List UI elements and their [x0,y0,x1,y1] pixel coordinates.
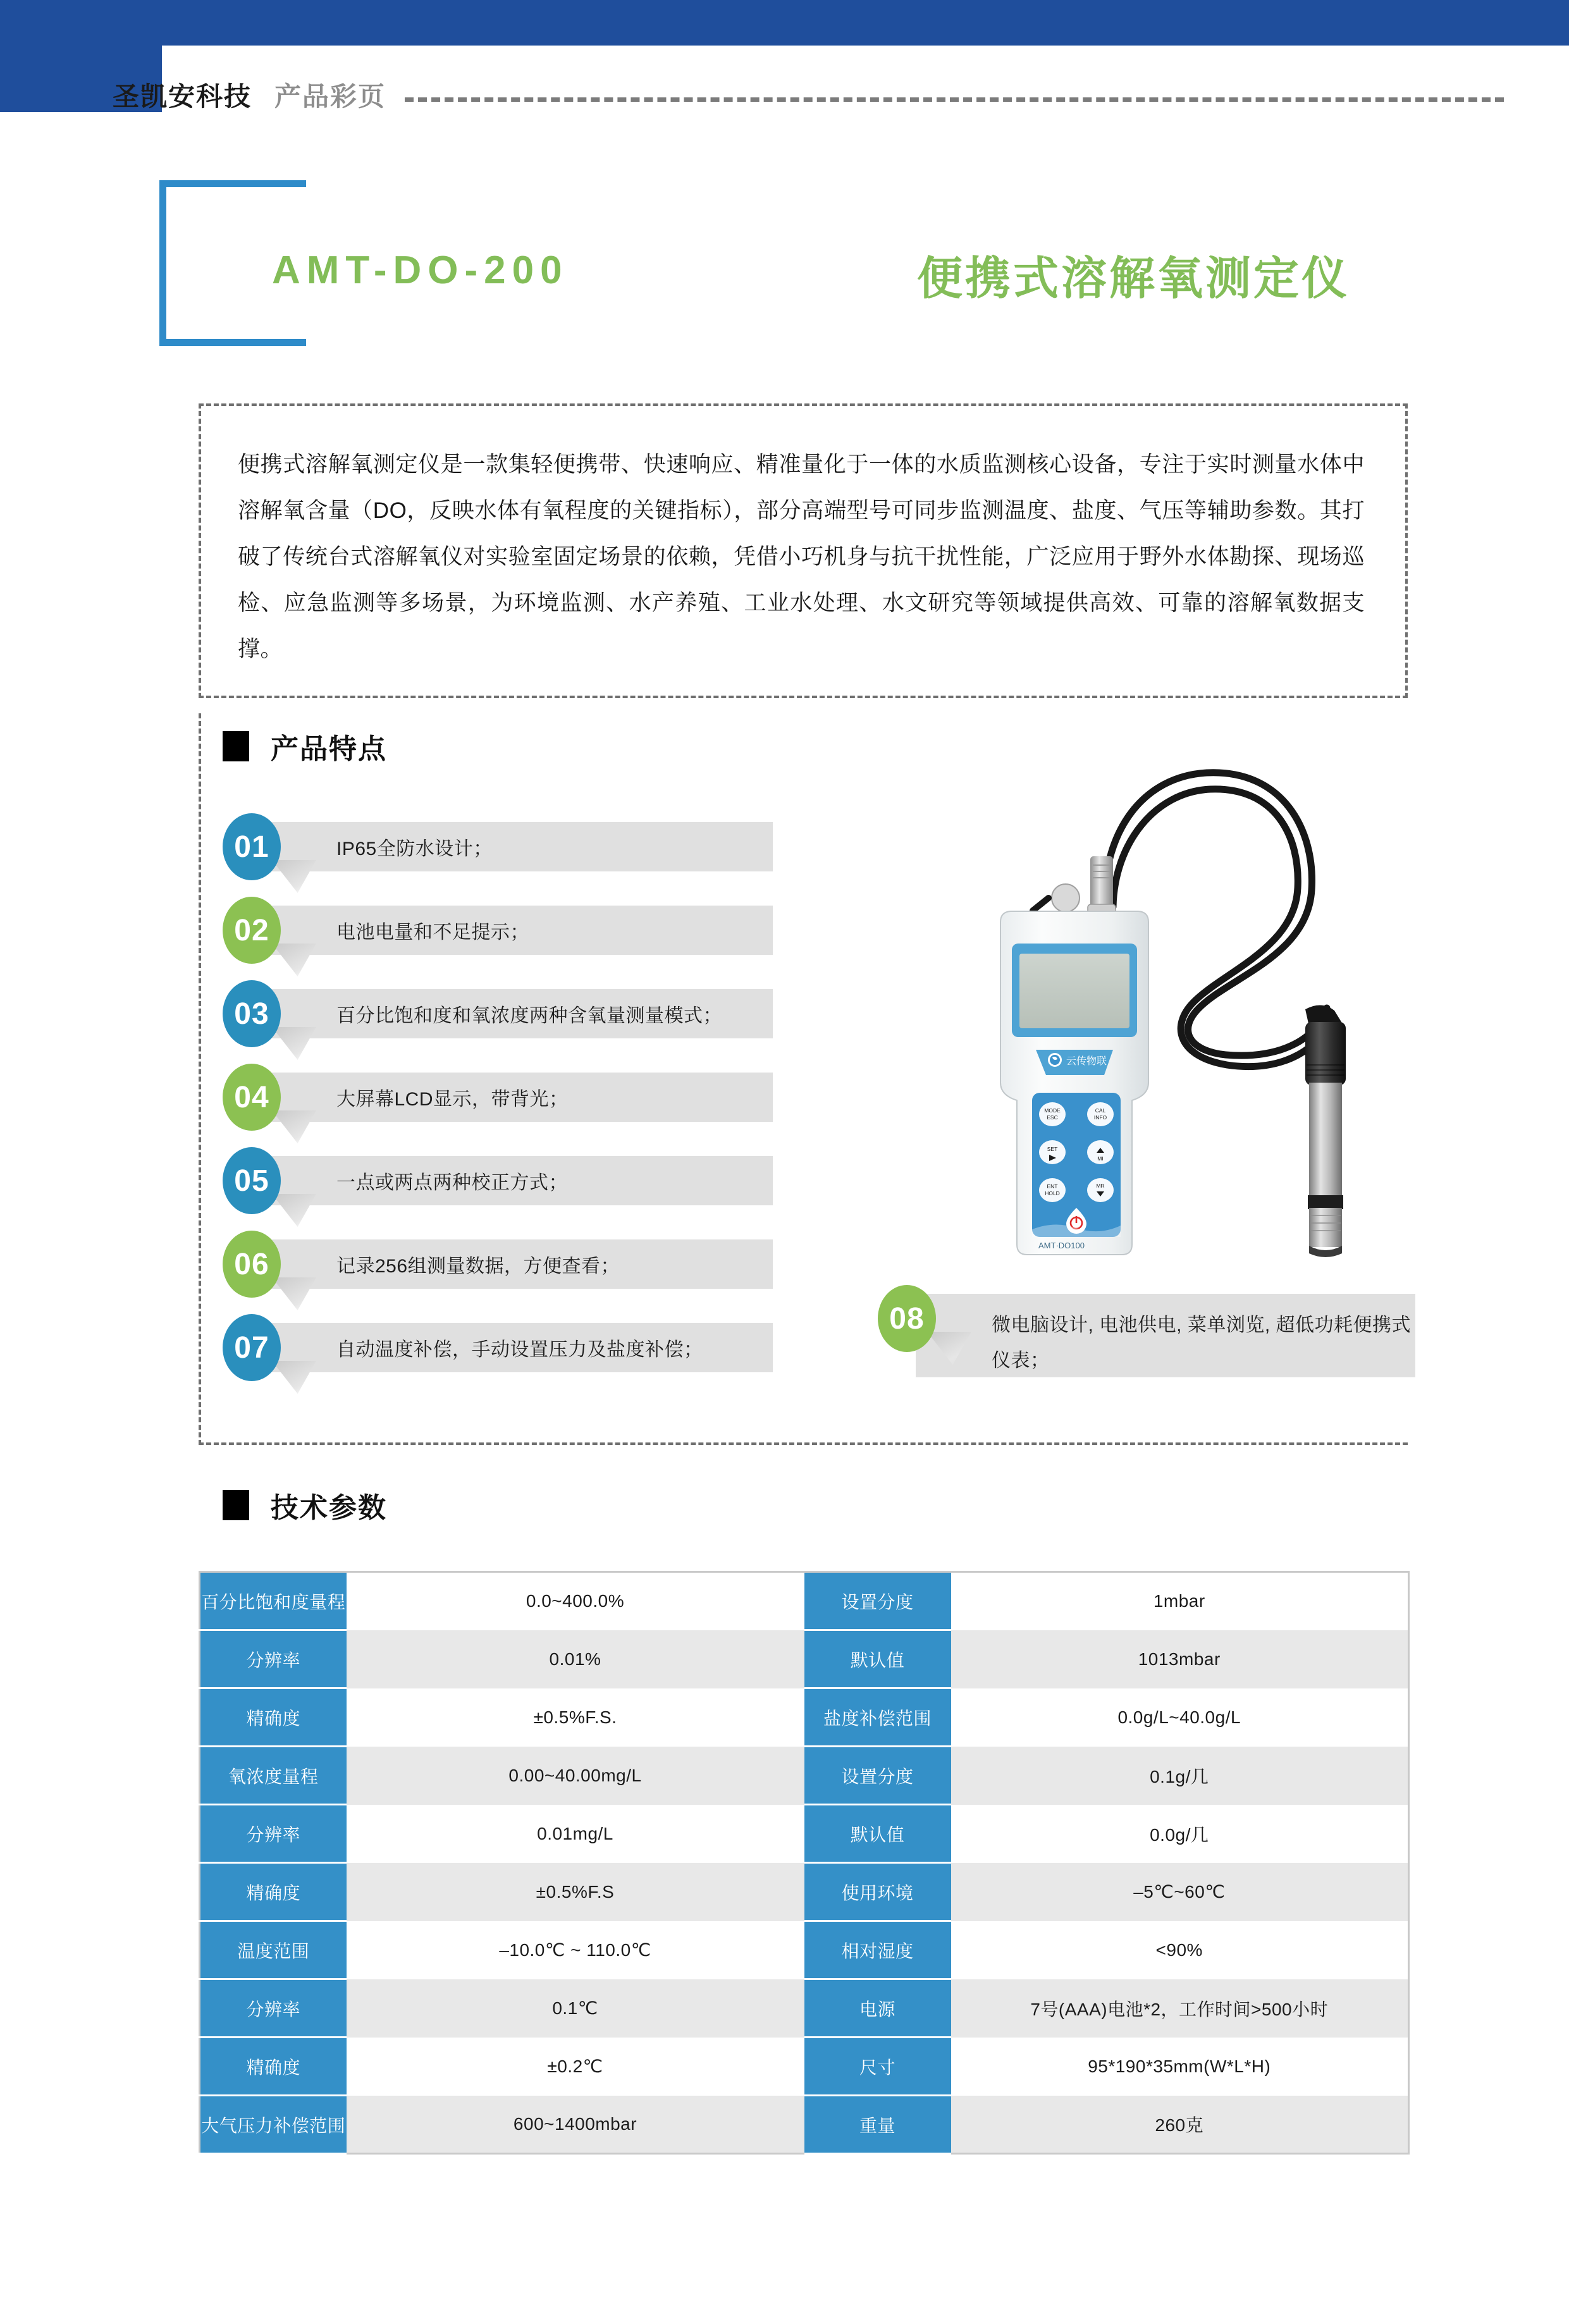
feature-item-05 [223,1156,773,1205]
feature-item-01 [223,822,773,871]
feature-label: 自动温度补偿，手动设置压力及盐度补偿； [336,1339,703,1360]
spec-value: 0.01% [347,1630,804,1688]
device-model-label: AMT·DO100 [1038,1241,1085,1250]
spec-key: 默认值 [804,1630,951,1688]
spec-value: ±0.2℃ [347,2038,804,2096]
brand-row [113,73,1504,117]
feature-bar [261,1323,773,1372]
feature-bar [261,1239,773,1289]
features-heading-label: 产品特点 [271,734,387,765]
spec-key: 分辨率 [200,1630,347,1688]
svg-text:SET: SET [1047,1146,1058,1152]
spec-value: 0.0g/几 [951,1805,1409,1863]
feature-label: 一点或两点两种校正方式； [336,1172,568,1193]
specs-heading-label: 技术参数 [271,1492,387,1523]
specs-table-body [200,1572,1409,2154]
dashed-rule [405,97,1504,102]
table-row [200,1630,1409,1688]
spec-key: 精确度 [200,1688,347,1747]
features-heading [223,726,387,766]
spec-key: 盐度补偿范围 [804,1688,951,1747]
feature-bar [261,1156,773,1205]
feature-label: 电池电量和不足提示； [336,922,529,943]
spec-value: –5℃~60℃ [951,1863,1409,1921]
spec-key: 氧浓度量程 [200,1747,347,1805]
table-row [200,1921,1409,1979]
spec-value: 95*190*35mm(W*L*H) [951,2038,1409,2096]
spec-value: 0.0~400.0% [347,1572,804,1630]
svg-text:MR: MR [1096,1183,1105,1189]
spec-key: 精确度 [200,1863,347,1921]
spec-key: 百分比饱和度量程 [200,1572,347,1630]
svg-text:INFO: INFO [1093,1114,1107,1121]
svg-text:ESC: ESC [1047,1114,1058,1121]
connector-icon [1033,856,1116,919]
spec-key: 设置分度 [804,1747,951,1805]
spec-value: 0.0g/L~40.0g/L [951,1688,1409,1747]
description-text: 便携式溶解氧测定仪是一款集轻便携带、快速响应、精准量化于一体的水质监测核心设备，专注于实时测量水体中溶解氧含量（DO，反映水体有氧程度的关键指标），部分高端型号可同步监测温度、盐度、气压等辅助参数。其打破了传统台式溶解氧仪对实验室固定场景的依赖，凭借小巧机身与抗干扰性能，广泛应用于野外水体勘探、现场巡检、应急监测等多场景，为环境监测、水产养殖、工业水处理、水文研究等领域提供高效、可靠的溶解氧数据支撑。 [238,452,1365,661]
square-bullet-icon [223,731,249,761]
specs-table [199,1571,1410,2155]
spec-key: 温度范围 [200,1921,347,1979]
spec-key: 分辨率 [200,1979,347,2038]
feature-bar [261,906,773,955]
spec-key: 大气压力补偿范围 [200,2096,347,2154]
feature-bar [916,1294,1415,1377]
spec-key: 重量 [804,2096,951,2154]
table-row [200,2096,1409,2154]
spec-value: 0.01mg/L [347,1805,804,1863]
table-row [200,1747,1409,1805]
spec-key: 设置分度 [804,1572,951,1630]
spec-value: 0.1g/几 [951,1747,1409,1805]
spec-key: 分辨率 [200,1805,347,1863]
lcd-screen [1019,954,1129,1028]
square-bullet-icon [223,1490,249,1520]
feature-item-07 [223,1323,773,1372]
feature-label: 微电脑设计, 电池供电, 菜单浏览, 超低功耗便携式仪表； [992,1315,1412,1371]
probe-icon [1305,1005,1346,1257]
spec-value: ±0.5%F.S. [347,1688,804,1747]
feature-badge: 03 [223,980,281,1047]
brand-mark-text: 云传物联 [1066,1056,1107,1067]
feature-bar [261,1073,773,1122]
spec-key: 使用环境 [804,1863,951,1921]
feature-item-08 [878,1294,1412,1377]
feature-badge: 01 [223,813,281,880]
meter-body [1000,911,1148,1255]
feature-badge: 04 [223,1064,281,1131]
table-row [200,1688,1409,1747]
feature-bar [261,989,773,1038]
page-subtitle: 产品彩页 [274,82,386,111]
spec-key: 电源 [804,1979,951,2038]
spec-key: 精确度 [200,2038,347,2096]
page-title: 便携式溶解氧测定仪 [917,254,1350,304]
svg-text:MI: MI [1097,1155,1104,1162]
feature-bar [261,822,773,871]
feature-label: 大屏幕LCD显示，带背光； [336,1089,569,1110]
feature-badge: 07 [223,1314,281,1381]
spec-key: 默认值 [804,1805,951,1863]
feature-badge: 05 [223,1147,281,1214]
feature-label: 百分比饱和度和氧浓度两种含氧量测量模式； [336,1005,722,1026]
company-name: 圣凯安科技 [113,82,252,111]
spec-value: <90% [951,1921,1409,1979]
feature-label: IP65全防水设计； [336,839,493,859]
spec-value: 1013mbar [951,1630,1409,1688]
spec-value: 1mbar [951,1572,1409,1630]
spec-key: 相对湿度 [804,1921,951,1979]
spec-value: 7号(AAA)电池*2，工作时间>500小时 [951,1979,1409,2038]
spec-key: 尺寸 [804,2038,951,2096]
table-row [200,1805,1409,1863]
table-row [200,1572,1409,1630]
specs-heading [223,1485,387,1525]
description-box [199,403,1408,698]
svg-text:ENT: ENT [1047,1183,1058,1190]
feature-item-06 [223,1239,773,1289]
spec-value: –10.0℃ ~ 110.0℃ [347,1921,804,1979]
svg-text:MODE: MODE [1044,1107,1061,1114]
spec-value: ±0.5%F.S [347,1863,804,1921]
table-row [200,1979,1409,2038]
table-row [200,1863,1409,1921]
feature-item-04 [223,1073,773,1122]
svg-text:CAL: CAL [1095,1107,1106,1114]
feature-item-02 [223,906,773,955]
table-row [200,2038,1409,2096]
spec-value: 600~1400mbar [347,2096,804,2154]
product-model: AMT-DO-200 [272,249,569,292]
feature-item-03 [223,989,773,1038]
brand-logo-icon [1048,1053,1062,1067]
top-banner [0,0,1569,46]
spec-value: 0.00~40.00mg/L [347,1747,804,1805]
spec-value: 260克 [951,2096,1409,2154]
feature-label: 记录256组测量数据，方便查看； [336,1256,620,1277]
feature-badge: 06 [223,1231,281,1298]
device-illustration [954,754,1460,1266]
feature-badge: 02 [223,897,281,964]
product-photo [954,754,1460,1266]
feature-badge: 08 [878,1285,936,1352]
svg-text:HOLD: HOLD [1045,1190,1060,1196]
spec-value: 0.1℃ [347,1979,804,2038]
